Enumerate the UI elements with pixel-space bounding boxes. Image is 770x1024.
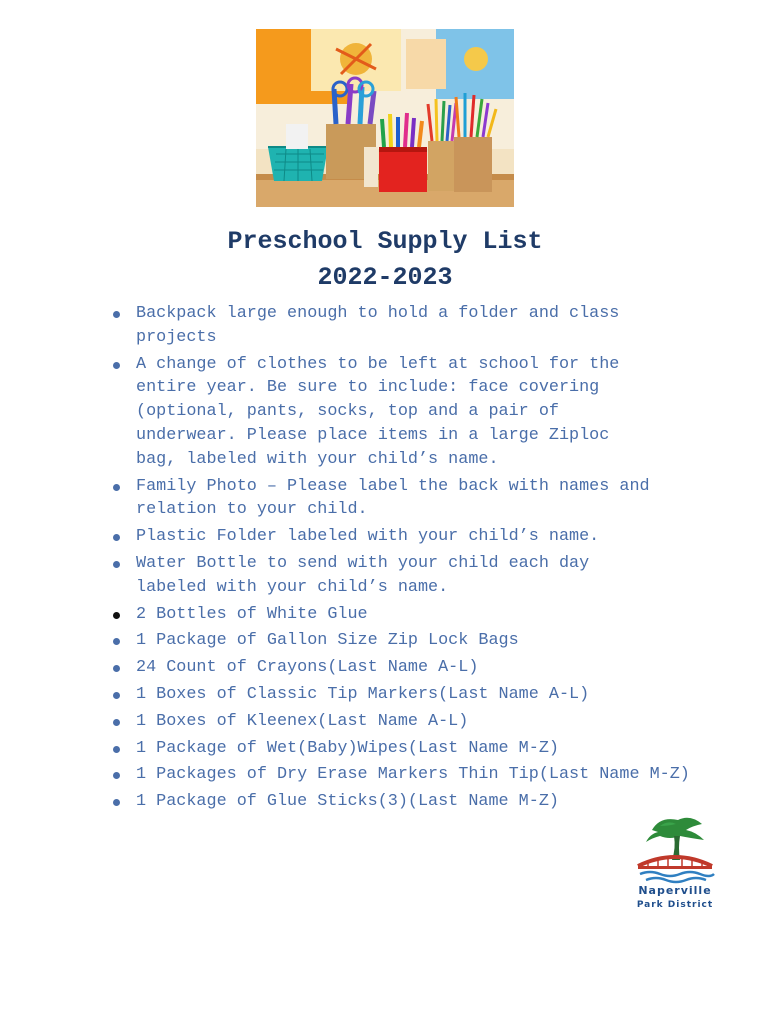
list-item-text: A change of clothes to be left at school for the entire year. Be sure to include: face covering (optional, pants, socks, top and a pair of underwear. Please place items in a large Ziploc bag, labeled with your child’s name. [136, 354, 620, 469]
list-item-text: 1 Boxes of Classic Tip Markers(Last Name A-L) [136, 684, 590, 704]
logo-name: Naperville [638, 884, 712, 897]
list-item-text: 1 Package of Wet(Baby)Wipes(Last Name M-Z) [136, 738, 559, 758]
bullet-icon [113, 799, 120, 806]
list-item-text: Plastic Folder labeled with your child’s name. [136, 527, 600, 547]
list-item-text: Backpack large enough to hold a folder and class projects [136, 304, 620, 347]
logo-subtitle: Park District [636, 900, 714, 910]
list-item-text: 24 Count of Crayons(Last Name A-L) [136, 658, 479, 678]
bullet-icon [113, 561, 120, 568]
bullet-icon [113, 484, 120, 491]
list-item [107, 763, 747, 787]
bullet-icon [113, 362, 120, 369]
school-year: 2022-2023 [317, 263, 453, 292]
bullet-icon [113, 311, 120, 318]
bullet-icon [113, 638, 120, 645]
bullet-icon [113, 719, 120, 726]
list-item [107, 552, 747, 600]
supply-list [107, 302, 747, 817]
list-item [107, 710, 747, 734]
list-item-text: 1 Package of Glue Sticks(3)(Last Name M-Z) [136, 792, 559, 812]
list-item [107, 603, 747, 627]
list-item [107, 737, 747, 761]
bullet-icon [113, 534, 120, 541]
list-item-text: 1 Package of Gallon Size Zip Lock Bags [136, 631, 519, 651]
list-item-text: Family Photo – Please label the back with names and relation to your child. [136, 476, 650, 520]
bullet-icon [113, 612, 120, 619]
list-item [107, 629, 747, 653]
page-title: Preschool Supply List [227, 227, 543, 256]
classroom-supplies-photo [256, 29, 514, 207]
bullet-icon [113, 772, 120, 779]
list-item [107, 475, 747, 523]
bullet-icon [113, 692, 120, 699]
bullet-icon [113, 746, 120, 753]
naperville-park-district-logo [630, 812, 720, 916]
list-item [107, 353, 747, 472]
tree-bridge-icon [630, 812, 720, 884]
list-item-text: 1 Boxes of Kleenex(Last Name A-L) [136, 711, 469, 731]
list-item-text: 1 Packages of Dry Erase Markers Thin Tip(Last Name M-Z) [136, 765, 690, 785]
bullet-icon [113, 665, 120, 672]
list-item-text: 2 Bottles of White Glue [136, 604, 368, 624]
list-item [107, 683, 747, 707]
list-item [107, 790, 747, 814]
list-item [107, 525, 747, 549]
list-item-text: Water Bottle to send with your child each day labeled with your child’s name. [136, 553, 590, 597]
list-item [107, 302, 747, 350]
list-item [107, 656, 747, 680]
